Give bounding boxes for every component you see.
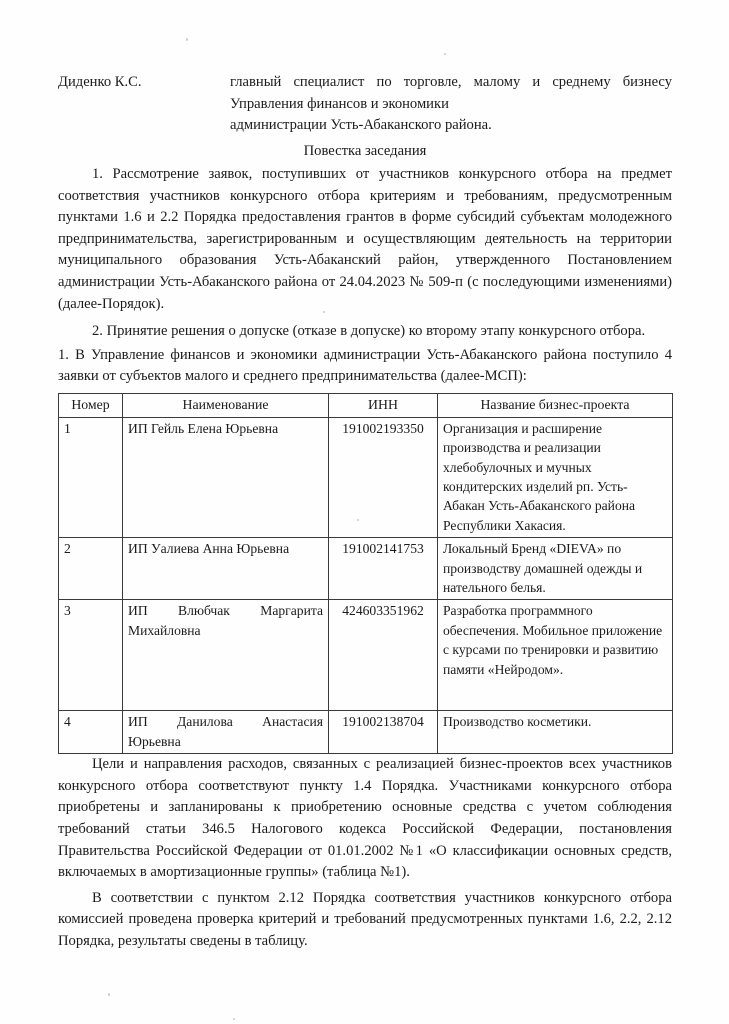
cell-number: 2 xyxy=(59,538,123,600)
cell-name: ИП Данилова Анастасия Юрьевна xyxy=(123,711,329,754)
table-row xyxy=(59,711,673,754)
agenda-item-1-paragraph: 1. Рассмотрение заявок, поступивших от участников конкурсного отбора на предмет соответствия участников конкурсного отбора критериям и требованиям, предусмотренным пунктами 1.6 и 2.2 Порядка предоставления грантов в форме субсидий субъектам молодежного предпринимательства, зарегистрированным и осуществляющим деятельность на территории муниципального образования Усть-Абаканский район, утвержденного Постановлением администрации Усть-Абаканского района от 24.04.2023 № 509-п (с последующими изменениями) (далее-Порядок). xyxy=(58,166,672,312)
signatory-name: Диденко К.С. xyxy=(58,74,142,90)
document-body xyxy=(58,72,672,953)
table-row xyxy=(59,600,673,711)
scan-speck xyxy=(186,38,188,41)
cell-number: 3 xyxy=(59,600,123,711)
scan-speck xyxy=(444,53,446,55)
cell-name: ИП Гейль Елена Юрьевна xyxy=(123,417,329,537)
signatory-role xyxy=(230,72,672,137)
signatory-role-lastline: администрации Усть-Абаканского района. xyxy=(230,117,492,133)
agenda-heading: Повестка заседания xyxy=(303,142,427,159)
signatory-role-text: главный специалист по торговле, малому и среднему бизнесу Управления финансов и экономики xyxy=(230,74,672,112)
commission-check-paragraph: В соответствии с пунктом 2.12 Порядка соответствия участников конкурсного отбора комиссией проведена проверка критерий и требований предусмотренных пунктами 1.6, 2.2, 2.12 Порядка, результаты сведены в таблицу. xyxy=(58,889,672,949)
scan-speck xyxy=(108,993,110,996)
signatory-block xyxy=(58,72,672,137)
cell-inn: 191002141753 xyxy=(329,538,438,600)
column-header-name: Наименование xyxy=(123,394,329,417)
cell-inn: 191002193350 xyxy=(329,417,438,537)
table-header-row xyxy=(59,394,673,417)
cell-inn: 191002138704 xyxy=(329,711,438,754)
cell-number: 1 xyxy=(59,417,123,537)
expenses-paragraph: Цели и направления расходов, связанных с реализацией бизнес-проектов всех участников конкурсного отбора соответствуют пункту 1.4 Порядка. Участниками конкурсного отбора приобретены и запланированы к приобретению основные средства с учетом соблюдения требований статьи 346.5 Налогового кодекса Российской Федерации, постановления Правительства Российской Федерации от 01.01.2002 №1 «О классификации основных средств, включаемых в амортизационные группы» (таблица №1). xyxy=(58,756,672,881)
cell-project: Разработка программного обеспечения. Мобильное приложение с курсами по тренировки и развитию памяти «Нейродом». xyxy=(438,600,673,711)
cell-project: Локальный Бренд «DIEVA» по производству домашней одежды и нательного белья. xyxy=(438,538,673,600)
applications-intro-paragraph: 1. В Управление финансов и экономики администрации Усть-Абаканского района поступило 4 заявки от субъектов малого и среднего предпринимательства (далее-МСП): xyxy=(58,346,672,385)
cell-name: ИП Уалиева Анна Юрьевна xyxy=(123,538,329,600)
table-row xyxy=(59,417,673,537)
cell-project: Производство косметики. xyxy=(438,711,673,754)
column-header-inn: ИНН xyxy=(329,394,438,417)
agenda-item-2-paragraph: 2. Принятие решения о допуске (отказе в допуске) ко второму этапу конкурсного отбора. xyxy=(92,323,646,340)
cell-project: Организация и расширение производства и реализации хлебобулочных и мучных кондитерских изделий рп. Усть-Абакан Усть-Абаканского района Республики Хакасия. xyxy=(438,417,673,537)
column-header-project: Название бизнес-проекта xyxy=(438,394,673,417)
applicants-table xyxy=(58,393,673,754)
cell-name: ИП Влюбчак Маргарита Михайловна xyxy=(123,600,329,711)
scan-speck xyxy=(233,1018,235,1020)
cell-number: 4 xyxy=(59,711,123,754)
column-header-number: Номер xyxy=(59,394,123,417)
cell-inn: 424603351962 xyxy=(329,600,438,711)
table-row xyxy=(59,538,673,600)
